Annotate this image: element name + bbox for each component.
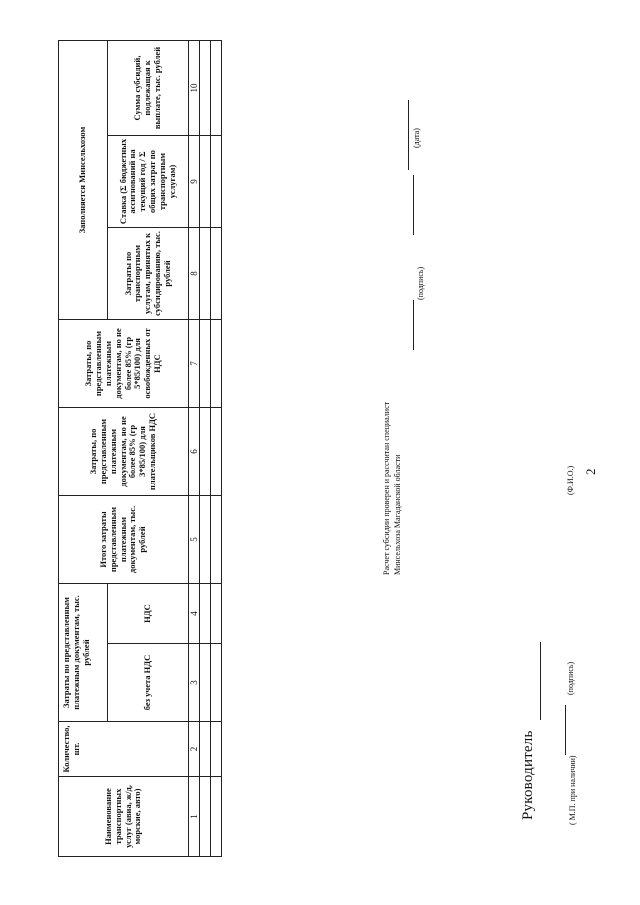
header-ministry-group: Заполняется Минсельхозом — [59, 41, 108, 320]
table-row — [211, 41, 222, 857]
header-accepted-costs: Затраты по транспортным услугам, принятых к субсидированию, тыс. рублей — [108, 228, 189, 320]
name-caption: (Ф.И.О.) — [566, 465, 575, 495]
column-number: 4 — [189, 584, 200, 644]
header-without-vat: без учета НДС — [108, 644, 189, 722]
subsidy-table — [58, 40, 222, 857]
verification-middle-line — [413, 175, 414, 235]
header-vat: НДС — [108, 584, 189, 644]
date-caption: (дата) — [412, 128, 421, 148]
column-number: 5 — [189, 496, 200, 584]
column-number: 3 — [189, 644, 200, 722]
column-number: 10 — [189, 41, 200, 136]
header-subsidy-amount: Сумма субсидий, подлежащая к выплате, тыс. рублей — [108, 41, 189, 136]
director-signature-line — [540, 642, 541, 720]
verification-signature-caption: (подпись) — [416, 266, 425, 300]
verification-note: Расчет субсидии проверен и рассчитан специалист Минсельхоза Магаданской области — [382, 401, 402, 575]
date-line — [408, 100, 409, 170]
director-label: Руководитель — [520, 730, 536, 820]
header-total-costs: Итого затраты представленным платежным документам, тыс. рублей — [59, 496, 189, 584]
table-row — [200, 41, 211, 857]
header-costs-vat-exempt: Затраты, по представленным платежным документам, но не более 85% (гр 5*85/100) для освобожденных от НДС — [59, 320, 189, 408]
header-service-name: Наименование транспортных услуг (авиа, ж/д, морские, авто) — [59, 777, 189, 857]
column-number: 9 — [189, 136, 200, 228]
header-costs-vat-payers: Затраты, по представленным платежным документам, но не более 85% (гр 3*85/100) для плательщиков НДС — [59, 408, 189, 496]
seal-line — [565, 705, 566, 755]
column-number: 2 — [189, 722, 200, 777]
column-number: 1 — [189, 777, 200, 857]
page-number: 2 — [583, 468, 598, 475]
header-rate: Ставка (Σ бюджетных ассигнований на текущий год / Σ общих затрат по транспортным услугам) — [108, 136, 189, 228]
seal-caption: ( М.П. при наличии) — [568, 755, 577, 825]
column-number: 6 — [189, 408, 200, 496]
verification-signature-line — [413, 300, 414, 350]
column-number: 8 — [189, 228, 200, 320]
column-number: 7 — [189, 320, 200, 408]
signature-caption: (подпись) — [566, 661, 575, 695]
header-quantity: Количество, шт. — [59, 722, 189, 777]
header-costs-group: Затраты по представленным платежным документам, тыс. рублей — [59, 584, 108, 722]
